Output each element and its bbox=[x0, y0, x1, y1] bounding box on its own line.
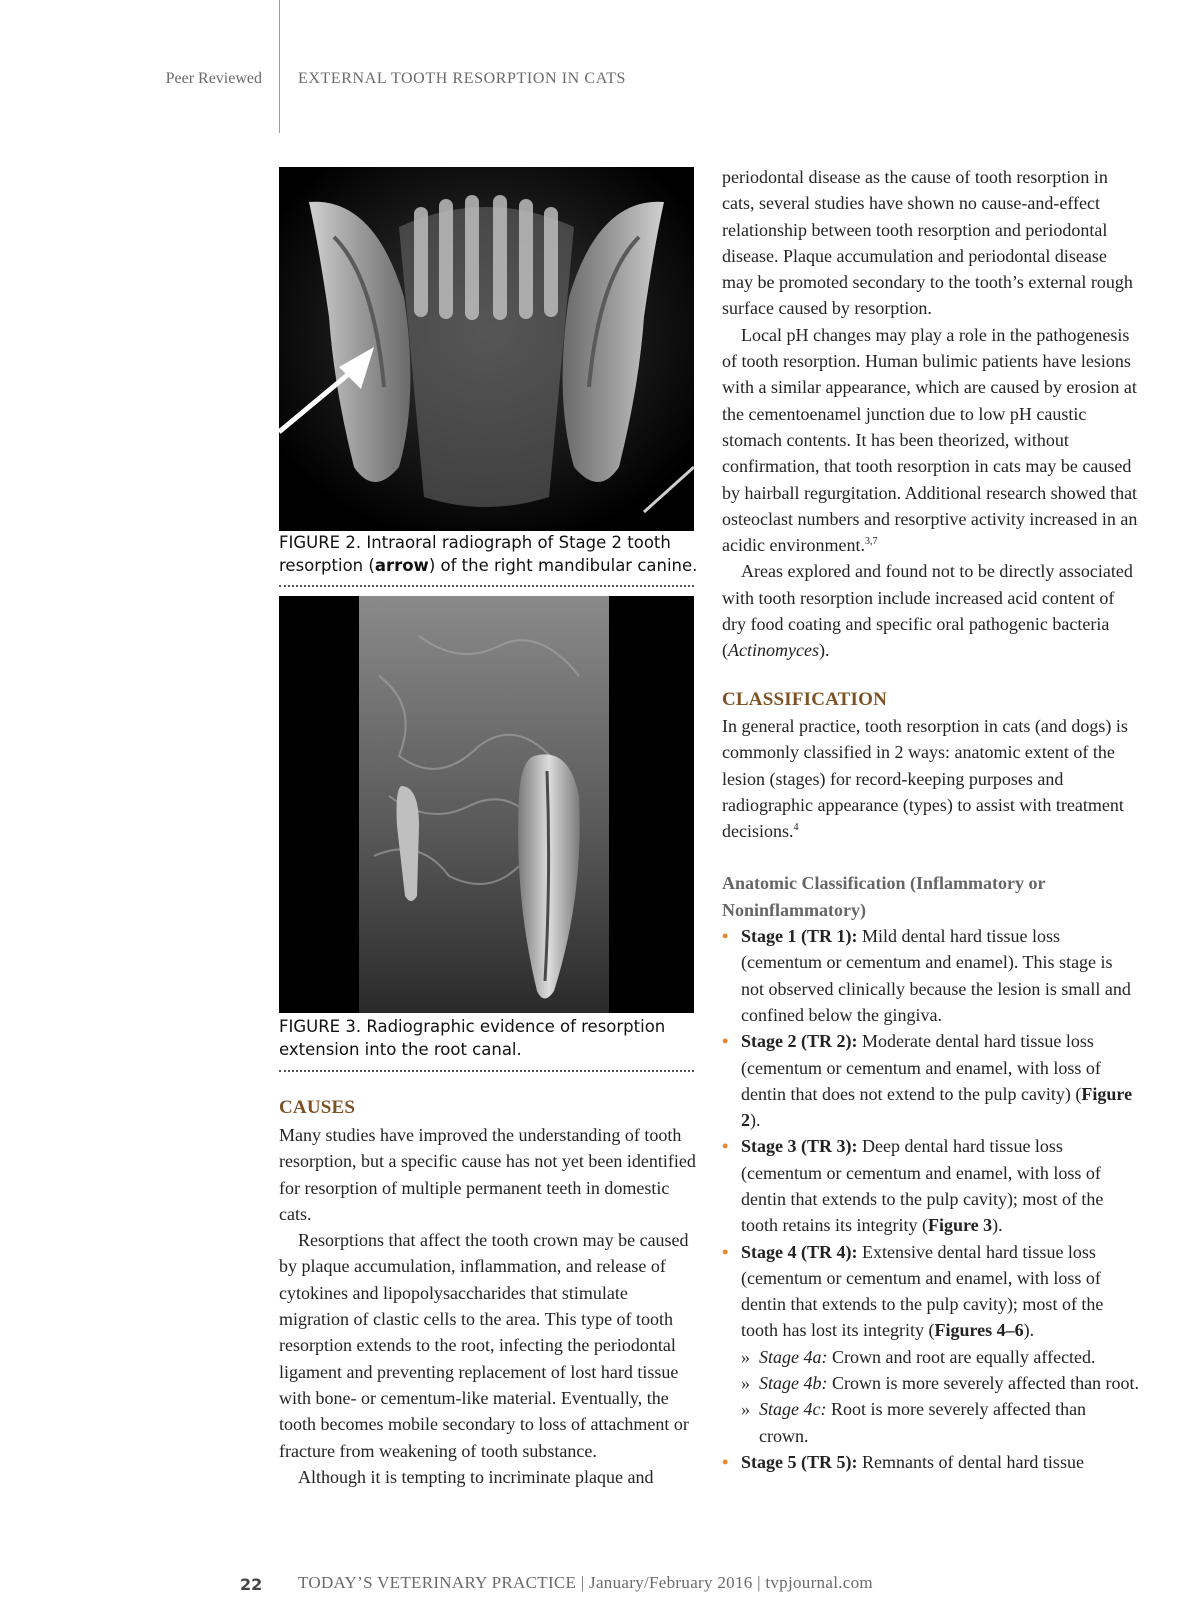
figure-2-radiograph bbox=[279, 167, 694, 531]
stage-4a-text: Crown and root are equally affected. bbox=[831, 1346, 1096, 1367]
right-column-body bbox=[722, 164, 1140, 1475]
header-section-label: Peer Reviewed bbox=[165, 70, 262, 87]
right-paragraph-3-post: ). bbox=[818, 640, 830, 661]
figure-2-image bbox=[279, 167, 694, 531]
stage-5-label: Stage 5 (TR 5): bbox=[741, 1451, 858, 1472]
stage-4c-item bbox=[741, 1396, 1140, 1449]
anatomic-classification-heading: Anatomic Classification (Inflammatory or Noninflammatory) bbox=[722, 873, 1046, 920]
left-column-body bbox=[279, 1122, 697, 1490]
figure-2-caption-post: ) of the right mandibular canine. bbox=[428, 556, 698, 575]
stage-1-label: Stage 1 (TR 1): bbox=[741, 926, 858, 947]
stage-2-item bbox=[722, 1028, 1140, 1133]
stage-3-label: Stage 3 (TR 3): bbox=[741, 1136, 858, 1157]
stage-1-item bbox=[722, 923, 1140, 1028]
stage-3-text: Deep dental hard tissue loss (cementum or cementum and enamel, with loss of dentin that extends to the pulp cavity); most of the tooth retains its integrity ( bbox=[741, 1136, 1104, 1236]
stage-4b-label: Stage 4b: bbox=[759, 1373, 828, 1394]
stage-4-figure-ref: Figures 4–6 bbox=[934, 1320, 1024, 1341]
stage-2-end: ). bbox=[750, 1110, 761, 1131]
stage-3-end: ). bbox=[992, 1215, 1003, 1236]
figure-3-image bbox=[279, 596, 694, 1013]
stage-4-label: Stage 4 (TR 4): bbox=[741, 1241, 858, 1262]
stage-2-figure-ref: Figure 2 bbox=[741, 1083, 1133, 1131]
stage-1-text: Mild dental hard tissue loss (cementum or cementum and enamel). This stage is not observed clinically because the lesion is small and confined below the gingiva. bbox=[741, 926, 1131, 1025]
figure-3-divider bbox=[279, 1070, 694, 1072]
stage-4-item bbox=[722, 1239, 1140, 1449]
right-paragraph-3 bbox=[722, 558, 1140, 663]
citation-4: 4 bbox=[793, 822, 799, 834]
figure-3-caption-text: Radiographic evidence of resorption extension into the root canal. bbox=[279, 1017, 666, 1059]
figure-3-radiograph bbox=[279, 596, 694, 1013]
figure-2-caption bbox=[279, 531, 699, 577]
figure-3-caption bbox=[279, 1015, 699, 1061]
causes-paragraph-3: Although it is tempting to incriminate plaque and bbox=[298, 1466, 654, 1487]
figure-3-label: FIGURE 3. bbox=[279, 1017, 362, 1036]
stage-4c-text: Root is more severely affected than crown. bbox=[759, 1399, 1087, 1446]
citation-3-7: 3,7 bbox=[864, 536, 878, 548]
stage-2-text: Moderate dental hard tissue loss (cementum or cementum and enamel, with loss of dentin that does not extend to the pulp cavity) ( bbox=[741, 1031, 1101, 1104]
header-article-title: EXTERNAL TOOTH RESORPTION IN CATS bbox=[298, 70, 626, 87]
classification-paragraph bbox=[722, 713, 1140, 844]
classification-heading: CLASSIFICATION bbox=[722, 688, 888, 710]
stage-5-text: Remnants of dental hard tissue bbox=[861, 1451, 1084, 1472]
footer-journal-info: TODAY’S VETERINARY PRACTICE | January/February 2016 | tvpjournal.com bbox=[298, 1573, 873, 1592]
right-paragraph-3-italic: Actinomyces bbox=[728, 640, 819, 661]
stage-4-text: Extensive dental hard tissue loss (cementum or cementum and enamel, with loss of dentin that extends to the pulp cavity); most of the tooth has lost its integrity ( bbox=[741, 1241, 1104, 1341]
stage-4b-text: Crown is more severely affected than root. bbox=[831, 1373, 1140, 1394]
figure-2-label: FIGURE 2. bbox=[279, 533, 362, 552]
stage-4c-label: Stage 4c: bbox=[759, 1399, 827, 1420]
figure-2-divider bbox=[279, 585, 694, 587]
stage-4-end: ). bbox=[1023, 1320, 1035, 1341]
stage-3-item bbox=[722, 1133, 1140, 1238]
stage-3-figure-ref: Figure 3 bbox=[927, 1215, 993, 1236]
causes-paragraph-1: Many studies have improved the understanding of tooth resorption, but a specific cause has not yet been identified for resorption of multiple permanent teeth in domestic cats. bbox=[279, 1125, 696, 1224]
page-number: 22 bbox=[240, 1575, 263, 1594]
stage-4a-item bbox=[741, 1344, 1140, 1370]
stage-4b-item bbox=[741, 1370, 1140, 1396]
right-paragraph-1: periodontal disease as the cause of tooth resorption in cats, several studies have shown no cause-and-effect relationship between tooth resorption and periodontal disease. Plaque accumulation and periodontal disease may be promoted secondary to the tooth’s external rough surface caused by resorption. bbox=[722, 167, 1133, 319]
causes-heading: CAUSES bbox=[279, 1097, 356, 1118]
stage-list bbox=[722, 923, 1140, 1475]
classification-paragraph-text: In general practice, tooth resorption in cats (and dogs) is commonly classified in 2 ways: anatomic extent of the lesion (stages) for record-keeping purposes and radiographic appearance (types) to assist with treatment decisions. bbox=[722, 715, 1128, 842]
figure-2-caption-pre: Intraoral radiograph of Stage 2 tooth resorption ( bbox=[279, 533, 671, 575]
stage-2-label: Stage 2 (TR 2): bbox=[741, 1031, 858, 1052]
figure-2-caption-bold: arrow bbox=[374, 556, 429, 575]
stage-4-sublist bbox=[741, 1344, 1140, 1449]
right-paragraph-2-text: Local pH changes may play a role in the pathogenesis of tooth resorption. Human bulimic patients have lesions with a similar appearance, which are caused by erosion at the cementoenamel junction due to low pH caustic stomach contents. It has been theorized, without confirmation, that tooth resorption in cats may be caused by hairball regurgitation. Additional research showed that osteoclast numbers and resorptive activity increased in an acidic environment. bbox=[722, 324, 1138, 556]
header-divider bbox=[279, 0, 280, 133]
causes-paragraph-2: Resorptions that affect the tooth crown may be caused by plaque accumulation, inflammation, and release of cytokines and lipopolysaccharides that stimulate migration of clastic cells to the area. This type of tooth resorption extends to the root, infecting the periodontal ligament and preventing replacement of lost hard tissue with bone- or cementum-like material. Eventually, the tooth becomes mobile secondary to loss of attachment or fracture from weakening of tooth substance. bbox=[279, 1230, 689, 1461]
stage-4a-label: Stage 4a: bbox=[759, 1346, 828, 1367]
right-paragraph-3-pre: Areas explored and found not to be directly associated with tooth resorption include increased acid content of dry food coating and specific oral pathogenic bacteria ( bbox=[722, 561, 1133, 661]
right-paragraph-2 bbox=[722, 322, 1140, 559]
stage-5-item bbox=[722, 1449, 1140, 1475]
